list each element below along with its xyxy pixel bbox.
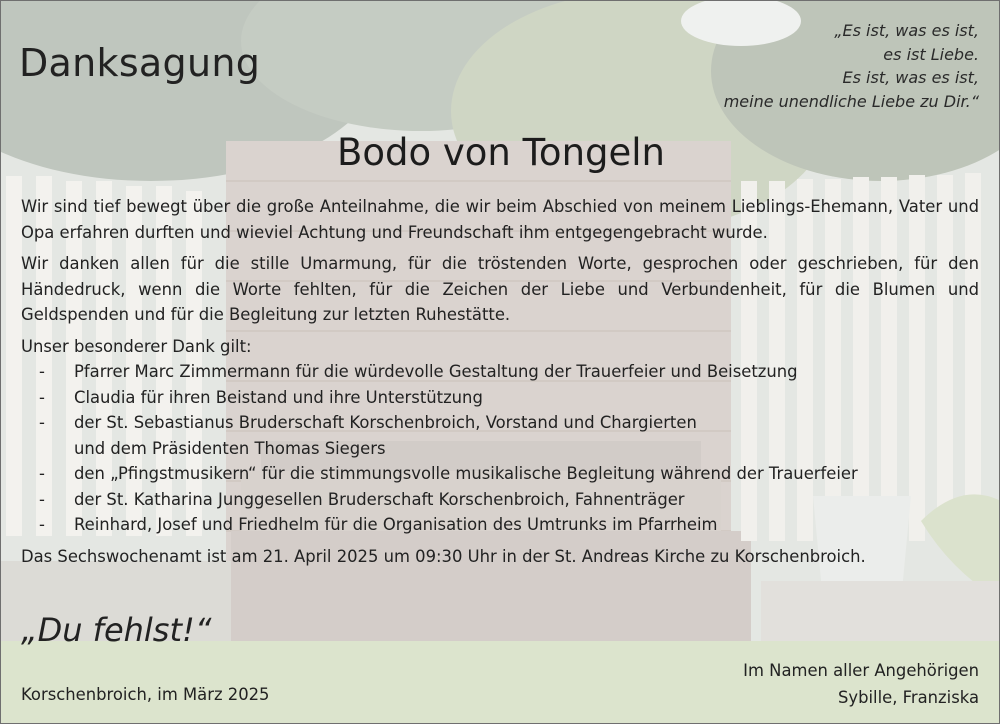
notice-body <box>21 194 979 569</box>
list-item-text: der St. Katharina Junggesellen Bruderschaft Korschenbroich, Fahnenträger <box>74 489 685 509</box>
dash-marker: - <box>39 515 45 534</box>
list-item <box>21 487 979 513</box>
thanks-intro: Unser besonderer Dank gilt: <box>21 336 252 356</box>
farewell-text: „Du fehlst!“ <box>21 611 212 649</box>
dash-marker: - <box>39 464 45 483</box>
quote-line: es ist Liebe. <box>883 44 979 64</box>
deceased-name: Bodo von Tongeln <box>336 131 666 174</box>
signature-block <box>743 657 979 711</box>
dash-marker: - <box>39 387 45 407</box>
list-item-text: und dem Präsidenten Thomas Siegers <box>74 438 386 458</box>
quote-line: Es ist, was es ist, <box>842 68 979 87</box>
heading-danksagung: Danksagung <box>19 41 261 85</box>
paragraph: Wir sind tief bewegt über die große Anteilnahme, die wir beim Abschied von meinem Lieblings-Ehemann, Vater und Opa erfahren durften und wieviel Achtung und Freundschaft ihm entgegengebracht wurde. <box>21 197 979 242</box>
list-item-text: Reinhard, Josef und Friedhelm für die Organisation des Umtrunks im Pfarrheim <box>74 515 718 534</box>
list-item <box>21 385 979 411</box>
list-item <box>21 512 979 538</box>
dash-marker: - <box>39 413 45 432</box>
service-note: Das Sechswochenamt ist am 21. April 2025 um 09:30 Uhr in der St. Andreas Kirche zu Korschenbroich. <box>21 546 866 566</box>
paragraph: Wir danken allen für die stille Umarmung, für die tröstenden Worte, gesprochen oder geschrieben, für den Händedruck, wenn die Worte fehlten, für die Zeichen der Liebe und Verbundenheit, für die Blumen und Geldspenden und für die Begleitung zur letzten Ruhestätte. <box>21 254 979 324</box>
dash-marker: - <box>39 489 45 509</box>
quote-block <box>724 19 979 113</box>
thanks-list <box>21 359 979 538</box>
list-item-text: der St. Sebastianus Bruderschaft Korschenbroich, Vorstand und Chargierten <box>74 413 697 432</box>
list-item-text: den „Pfingstmusikern“ für die stimmungsvolle musikalische Begleitung während der Trauerfeier <box>74 464 858 483</box>
dash-marker: - <box>39 362 45 381</box>
quote-line: meine unendliche Liebe zu Dir.“ <box>723 91 979 111</box>
signature-line: Im Namen aller Angehörigen <box>743 661 979 680</box>
place-date: Korschenbroich, im März 2025 <box>21 685 270 704</box>
list-item-text: Pfarrer Marc Zimmermann für die würdevolle Gestaltung der Trauerfeier und Beisetzung <box>74 362 798 381</box>
list-item <box>21 410 979 436</box>
signature-names: Sybille, Franziska <box>837 688 979 707</box>
list-item <box>21 461 979 487</box>
list-item <box>21 359 979 385</box>
quote-line: „Es ist, was es ist, <box>834 21 979 40</box>
list-item-continuation <box>21 436 979 462</box>
list-item-text: Claudia für ihren Beistand und ihre Unterstützung <box>74 387 483 407</box>
